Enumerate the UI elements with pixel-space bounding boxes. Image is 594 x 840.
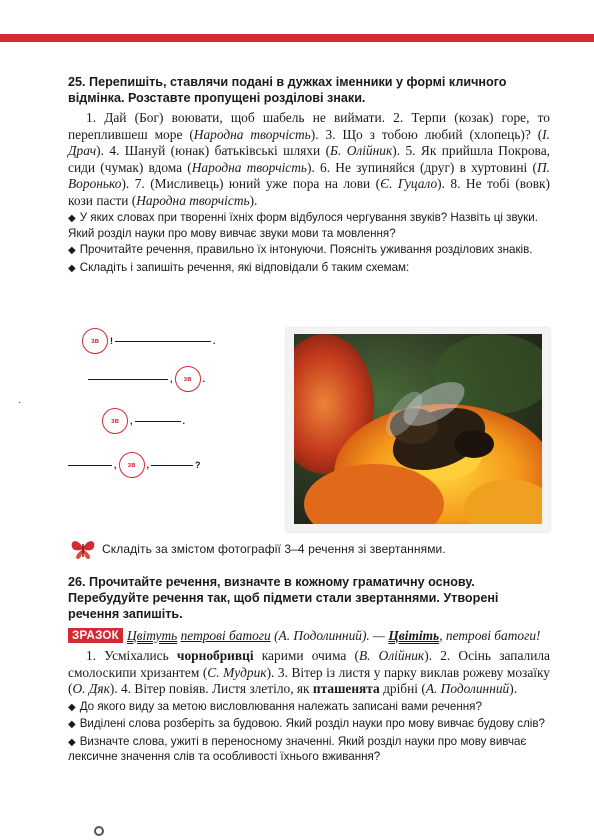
sentence-text: ). <box>509 681 518 696</box>
diamond-bullet-icon: ◆ <box>68 213 76 224</box>
scheme-punct: . <box>182 416 186 426</box>
task-26-question-2 <box>68 717 550 733</box>
bee-on-flower-photo <box>294 334 542 524</box>
sentence-text: ). 4. Вітер повіяв. Листя злетіло, як <box>109 681 313 696</box>
example-badge: ЗРАЗОК <box>68 628 123 643</box>
task-26-heading <box>68 574 550 622</box>
task-26-question-3 <box>68 735 550 765</box>
sentence-text: ). 3. Що з тобою любий (хлопець)? ( <box>310 126 543 142</box>
diamond-bullet-icon: ◆ <box>68 701 76 713</box>
task-26-question-1 <box>68 700 550 716</box>
question-text: Складіть і запишіть речення, які відповідали б таким схемам: <box>79 260 410 274</box>
sentence-text: ). <box>249 192 258 208</box>
question-text: Прочитайте речення, правильно їх інтонуючи. Поясніть уживання розділових знаків. <box>79 243 533 256</box>
example-source: (А. Подолинний). — <box>274 628 386 643</box>
scheme-punct: , <box>114 460 117 470</box>
sentence-text: ). 6. Не зупиняйся (друг) в хуртовині ( <box>307 159 537 175</box>
highlighted-word: чорнобривці <box>176 648 254 663</box>
sentence-text: ). 8. Не тобі (вовк) кози пасти ( <box>68 176 550 208</box>
question-text: До якого виду за метою висловлювання належать записані вами речення? <box>79 699 482 713</box>
highlighted-word: пташенята <box>312 681 380 696</box>
question-text: Визначте слова, ужиті в переносному значенні. Який розділ науки про мову вивчає лексичне значення слів та особливості їхнього вживання? <box>68 734 527 763</box>
photo-task <box>70 538 550 560</box>
scheme-punct: . <box>213 336 216 346</box>
source-citation: Народна творчість <box>191 159 308 175</box>
task-25-number: 25. <box>68 75 86 89</box>
scheme-punct: ? <box>195 460 201 470</box>
photo-image <box>294 334 542 524</box>
sentence-text: 1. Усміхались <box>86 648 177 663</box>
task-25-heading <box>68 74 550 106</box>
example-predicate-2: Цвітіть <box>388 628 440 643</box>
address-circle: зв <box>102 408 128 434</box>
source-citation: Народна творчість <box>193 126 311 142</box>
sentence-text: ). 4. Шануй (юнак) батьківські шляхи ( <box>96 143 331 158</box>
top-red-rule <box>0 34 594 42</box>
blank-line <box>151 464 193 466</box>
example-text: Цвітуть петрові батоги (А. Подолинний). — Цвітіть, петрові батоги! <box>127 628 541 643</box>
task-26 <box>68 574 550 765</box>
diamond-bullet-icon: ◆ <box>68 245 76 256</box>
sentence-text: ). 7. (Мисливець) юний уже пора на лови ( <box>121 176 381 191</box>
task-25-instruction: Перепишіть, ставлячи подані в дужках іменники у формі кличного відмінка. Розставте пропущені розділові знаки. <box>68 75 507 105</box>
scheme-punct: , <box>130 416 133 426</box>
example-predicate: Цвітуть <box>127 628 178 643</box>
source-citation: Є. Гуцало <box>380 176 438 191</box>
source-citation: О. Дяк <box>72 681 110 696</box>
scheme-punct: , <box>146 460 150 470</box>
butterfly-icon <box>70 538 96 560</box>
task-25 <box>68 74 550 276</box>
diamond-bullet-icon: ◆ <box>68 736 76 748</box>
sentence-text: ). 3. Вітер із листя у парку виклав рожеву мозаїку ( <box>68 664 550 696</box>
scheme-punct: , <box>170 374 173 384</box>
question-text: У яких словах при творенні їхніх форм відбулося чергування звуків? Назвіть ці звуки. Який розділ науки про мову вивчає звуки мови та мовлення? <box>68 211 538 240</box>
task-26-instruction: Прочитайте речення, визначте в кожному граматичну основу. Перебудуйте речення так, щоб підмети стали звертаннями. Утворені речення запишіть. <box>68 575 499 621</box>
blank-line <box>88 378 168 380</box>
sentence-text: карими очима ( <box>253 648 359 663</box>
task-26-number: 26. <box>68 575 86 589</box>
scheme-1 <box>82 328 218 354</box>
example-block <box>68 628 550 644</box>
source-citation: Б. Олійник <box>330 143 393 158</box>
address-circle: зв <box>175 366 201 392</box>
sentence-text: ). 5. Як прийшла Покрова, сиди (чумак) вдома ( <box>68 143 550 175</box>
diamond-bullet-icon: ◆ <box>68 719 76 730</box>
sentence-text: 1. Дай (Бог) воювати, щоб шабель не виймати. 2. Терпи (козак) горе, то переплившеш море ( <box>68 110 550 142</box>
example-address: петрові батоги! <box>445 628 541 643</box>
blank-line <box>68 464 112 466</box>
sentence-text: дрібні ( <box>379 681 426 696</box>
sentence-text: ). 2. Осінь запалила смолоскипи хризантем ( <box>68 648 550 680</box>
example-subject: петрові батоги <box>180 628 271 643</box>
task-26-sentences <box>68 648 550 698</box>
scheme-3 <box>102 408 187 434</box>
scheme-4 <box>68 452 203 478</box>
scheme-2 <box>88 366 207 392</box>
photo-task-text: Складіть за змістом фотографії 3–4 речення зі звертаннями. <box>102 542 446 556</box>
source-citation: С. Мудрик <box>207 664 267 680</box>
address-circle: зв <box>119 452 145 478</box>
blank-line <box>115 340 211 342</box>
scheme-punct: . <box>202 374 206 384</box>
source-citation: І. Драч <box>68 126 550 158</box>
scheme-punct: ! <box>110 336 113 346</box>
task-25-question-1 <box>68 211 550 241</box>
source-citation: В. Олійник <box>358 648 425 663</box>
source-citation: П. Воронько <box>68 159 550 191</box>
question-text: Виділені слова розберіть за будовою. Який розділ науки про мову вивчає будову слів? <box>79 717 545 730</box>
margin-mark: · <box>18 398 22 409</box>
task-25-question-3 <box>68 261 550 277</box>
address-circle: зв <box>82 328 108 354</box>
blank-line <box>135 420 181 422</box>
sentence-schemes <box>78 322 258 492</box>
bottom-page-mark <box>94 826 104 836</box>
task-25-question-2 <box>68 243 550 259</box>
task-25-sentences <box>68 110 550 209</box>
source-citation: Народна творчість <box>136 192 250 208</box>
diamond-bullet-icon: ◆ <box>68 262 76 274</box>
source-citation: А. Подолинний <box>425 681 510 696</box>
